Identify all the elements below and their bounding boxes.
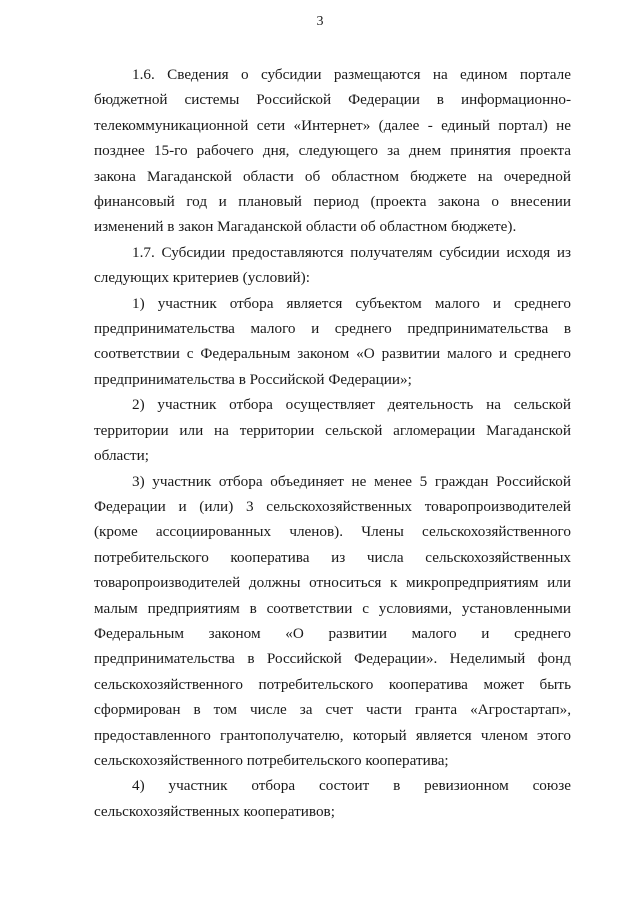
criterion-3: 3) участник отбора объединяет не менее 5 граждан Российской Федерации и (или) 3 сельскохозяйственных товаропроизводителей (кроме ассоциированных членов). Члены сельскохозяйственного потребительского кооператива из числа сельскохозяйственных товаропроизводителей должны относиться к микропредприятиям или малым предприятиям в соответствии с условиями, установленными Федеральным законом «О развитии малого и среднего предпринимательства в Российской Федерации». Неделимый фонд сельскохозяйственного потребительского кооператива может быть сформирован в том числе за счет части гранта «Агростартап», предоставленного грантополучателю, который является членом этого сельскохозяйственного потребительского кооператива; [94,472,571,769]
criterion-1: 1) участник отбора является субъектом малого и среднего предпринимательства малого и среднего предпринимательства в соответствии с Федеральным законом «О развитии малого и среднего предпринимательства в Российской Федерации»; [94,294,571,388]
paragraph-1-7: 1.7. Субсидии предоставляются получателям субсидии исходя из следующих критериев (условий): [94,243,571,287]
criterion-4: 4) участник отбора состоит в ревизионном союзе сельскохозяйственных кооперативов; [94,777,571,820]
document-body [94,62,571,824]
paragraph-1-6: 1.6. Сведения о субсидии размещаются на едином портале бюджетной системы Российской Федерации в информационно-телекоммуникационной сети «Интернет» (далее - единый портал) не позднее 15-го рабочего дня, следующего за днем принятия проекта закона Магаданской области об областном бюджете на очередной финансовый год и плановый период (проекта закона о внесении изменений в закон Магаданской области об областном бюджете). [94,66,571,236]
criterion-2: 2) участник отбора осуществляет деятельность на сельской территории или на территории сельской агломерации Магаданской области; [94,396,571,465]
page-number: 3 [316,14,324,29]
